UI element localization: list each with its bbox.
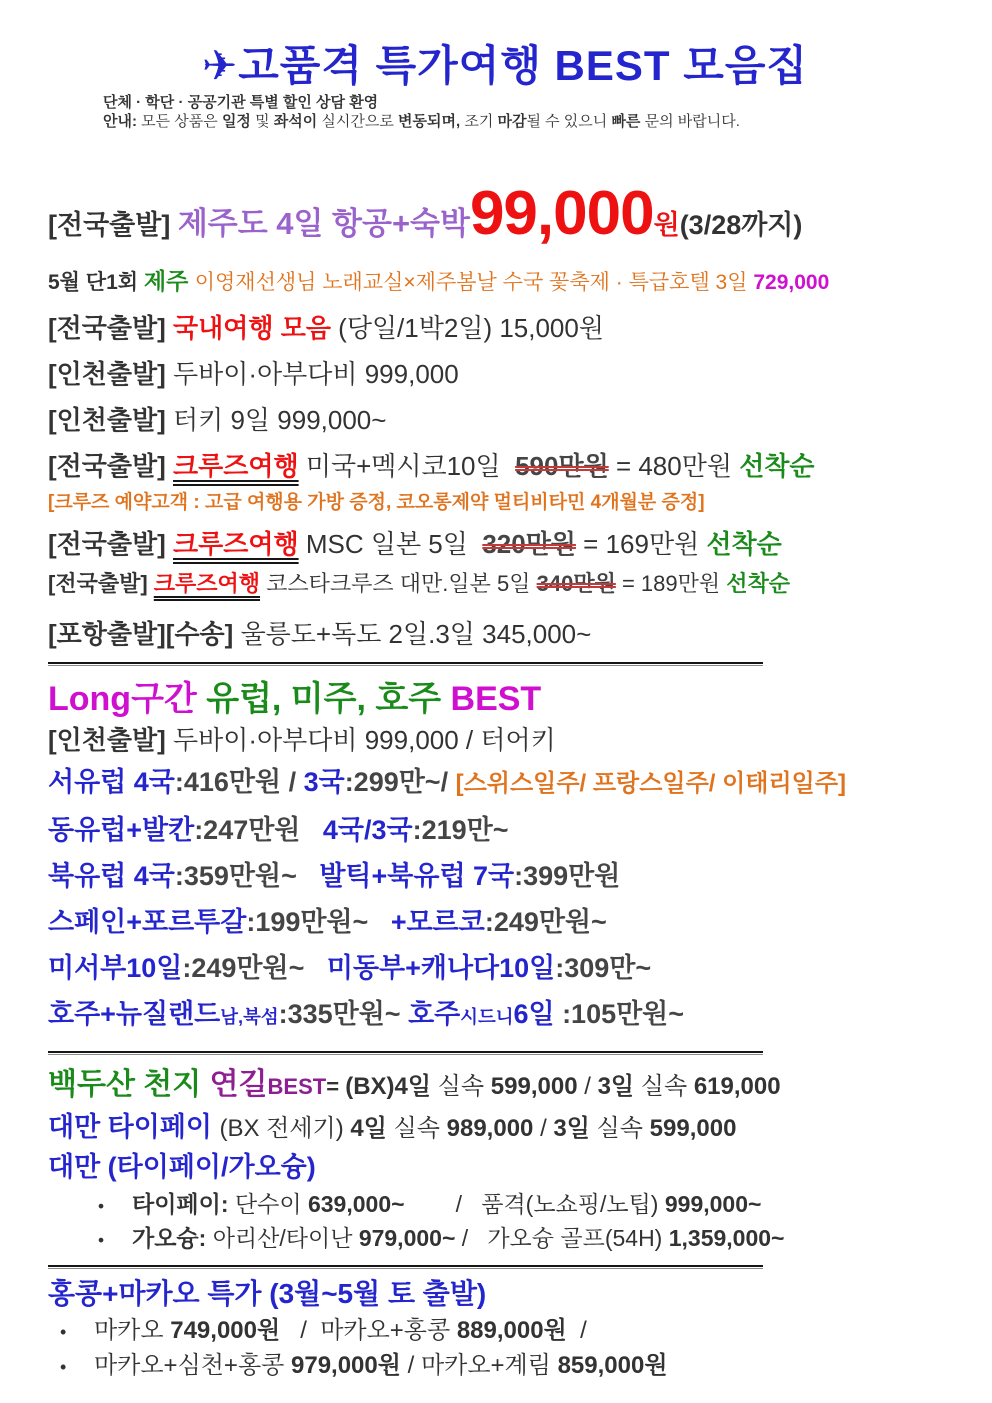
baekdu-line: [48, 1065, 962, 1107]
text-segment: 북유럽 4국: [48, 861, 175, 891]
text-segment: 마카오: [94, 1317, 171, 1344]
text-segment: 제주: [143, 268, 195, 294]
new-price: = 169만원: [575, 529, 707, 559]
text-segment: [스위스일주/ 프랑스일주/ 이태리일주]: [455, 770, 847, 797]
text-segment: [크루즈 예약고객 : 고급 여행용 가방 증정, 코오롱제약 멀티비타민 4개월분 증정]: [48, 492, 705, 513]
text-segment: 모든 상품은: [136, 113, 222, 130]
text-segment: 조기: [460, 113, 498, 130]
text-segment: (BX 전세기): [219, 1115, 351, 1142]
text-segment: 서유럽 4국: [48, 767, 175, 797]
deal-domestic: [48, 310, 962, 346]
text-segment: BEST: [267, 1074, 327, 1099]
taiwan-cities-line: [48, 1149, 962, 1187]
kaohsiung-bullet: [48, 1223, 962, 1255]
text-segment: 마카오+홍콩: [320, 1317, 457, 1344]
long-north-europe: [48, 858, 962, 894]
deal-jeju-may: [48, 266, 962, 298]
text-segment: /: [404, 1191, 482, 1217]
text-segment: 미국+멕시코10일: [298, 451, 516, 481]
text-segment: 남,북섬: [220, 1006, 279, 1027]
text-segment: :249만원~: [182, 953, 327, 983]
long-east-europe: [48, 812, 962, 848]
price: 979,000원: [291, 1352, 401, 1379]
bullet-icon: •: [98, 1230, 105, 1250]
taipei-bullet: [48, 1189, 962, 1221]
price: 639,000~: [307, 1191, 405, 1217]
group-note-text: 단체 · 학단 · 공공기관 특별 할인 상담 환영: [103, 94, 379, 111]
hongkong-header: [48, 1275, 962, 1313]
text-segment: 5월 단1회: [48, 271, 144, 294]
text-segment: :249만원~: [484, 907, 607, 937]
header-sublines: [103, 94, 962, 131]
text-segment: 가오슝:: [132, 1225, 213, 1251]
text-segment: 좌석이: [273, 113, 318, 130]
text-segment: BEST: [450, 680, 542, 718]
price: 729,000: [753, 271, 830, 294]
departure-tag: [전국출발]: [48, 210, 178, 240]
departure-tag: [전국출발]: [48, 529, 174, 559]
text-segment: :299만~/: [344, 767, 456, 797]
departure-tag: [전국출발]: [48, 313, 174, 343]
deal-ulleungdo: [48, 616, 962, 652]
deal-cruise-usa: [48, 448, 962, 484]
text-segment: 3일: [597, 1073, 641, 1100]
text-segment: :199만원~: [246, 907, 391, 937]
bullet-icon: •: [60, 1322, 67, 1342]
text-segment: MSC 일본 5일: [298, 529, 483, 559]
section-divider-3: [48, 1265, 763, 1269]
text-segment: 실속: [640, 1073, 694, 1100]
price-won: 원: [653, 210, 680, 240]
text-segment: 대만 타이페이: [48, 1112, 220, 1142]
departure-tag: [전국출발]: [48, 451, 174, 481]
text-segment: 실속: [596, 1115, 650, 1142]
price: 979,000~: [358, 1225, 456, 1251]
text-segment: 4일: [350, 1115, 394, 1142]
text-segment: 문의 바랍니다.: [640, 113, 740, 130]
text-segment: 실속: [437, 1073, 491, 1100]
long-spain: [48, 904, 962, 940]
text-segment: /: [566, 1317, 587, 1344]
old-price: 590만원: [515, 451, 609, 481]
departure-tag: [인천출발]: [48, 359, 174, 389]
text-segment: 3일: [553, 1115, 597, 1142]
text-segment: 대만 (타이페이/가오슝): [48, 1152, 316, 1182]
deal-turkey: [48, 402, 962, 438]
departure-tag: [인천출발]: [48, 725, 174, 755]
cruise-label: 크루즈여행: [173, 451, 299, 481]
text-segment: 가오슝 골프(54H): [487, 1225, 669, 1251]
text-segment: 될 수 있으니: [526, 113, 612, 130]
deal-list: [48, 181, 962, 1383]
new-price: = 189만원: [615, 571, 727, 596]
cruise-gift-note: [48, 490, 962, 516]
text-segment: :219만~: [412, 815, 509, 845]
text-segment: 마감: [497, 113, 527, 130]
macau-bullet-2: [48, 1350, 962, 1383]
text-segment: 유럽, 미주, 호주: [206, 680, 451, 718]
cruise-label: 크루즈여행: [173, 529, 299, 559]
page-title-text: 고품격 특가여행 BEST 모음집: [238, 42, 808, 89]
group-discount-note: [103, 94, 962, 112]
price: 889,000원: [456, 1317, 567, 1344]
text-segment: 및: [250, 113, 274, 130]
text-segment: 3국: [303, 767, 345, 797]
text-segment: 호주: [408, 999, 461, 1029]
departure-tag: [전국출발]: [48, 571, 154, 596]
text-segment: 단수이: [234, 1191, 308, 1217]
text-segment: 품격(노쇼핑/노팁): [481, 1191, 665, 1217]
text-segment: /: [455, 1225, 488, 1251]
price: 1,359,000~: [668, 1225, 785, 1251]
text-segment: 발틱+북유럽 7국: [319, 861, 515, 891]
text-segment: Long구간: [48, 680, 207, 718]
text-segment: 동유럽+발칸: [48, 815, 195, 845]
long-usa: [48, 950, 962, 986]
price: 999,000~: [664, 1191, 762, 1217]
text-segment: :335만원~: [278, 999, 409, 1029]
deal-title: 제주도 4일 항공+숙박: [177, 206, 470, 241]
section-long-header: [48, 676, 962, 722]
text-segment: :105만원~: [554, 999, 685, 1029]
departure-tag: [포항출발][수송]: [48, 619, 241, 649]
deadline: (3/28까지): [679, 210, 803, 240]
text-segment: 아리산/타이난: [212, 1225, 359, 1251]
airplane-icon: ✈: [202, 42, 239, 89]
text-segment: /: [577, 1073, 598, 1100]
text-segment: 스페인+포르투갈: [48, 907, 247, 937]
realtime-notice: [103, 112, 962, 131]
macau-bullet-1: [48, 1315, 962, 1348]
old-price: 340만원: [536, 571, 616, 596]
text-segment: 마카오+계림: [420, 1352, 558, 1379]
text-segment: 두바이·아부다비 999,000 / 터어키: [173, 725, 556, 755]
text-segment: 실시간으로: [317, 113, 399, 130]
text-segment: 시드니: [460, 1006, 514, 1027]
text-segment: 빠른: [611, 113, 641, 130]
text-segment: =: [326, 1074, 346, 1099]
taiwan-taipei-line: [48, 1109, 962, 1147]
deal-cruise-costa: [48, 568, 962, 600]
text-segment: 4국/3국: [322, 815, 413, 845]
text-segment: 마카오+심천+홍콩: [94, 1352, 291, 1379]
cruise-label: 크루즈여행: [153, 571, 261, 596]
text-segment: /: [533, 1115, 554, 1142]
text-segment: :359만원~: [174, 861, 320, 891]
text-segment: 미서부10일: [48, 953, 183, 983]
deal-cruise-msc: [48, 526, 962, 562]
bullet-icon: •: [60, 1357, 67, 1377]
text-segment: 울릉도+독도 2일.3일 345,000~: [240, 619, 592, 649]
page-title: [48, 40, 962, 92]
deal-dubai: [48, 356, 962, 392]
text-segment: 터키 9일 999,000~: [173, 405, 387, 435]
long-australia: [48, 996, 962, 1035]
first-come-badge: 선착순: [726, 571, 791, 596]
text-segment: (BX)4일: [345, 1073, 438, 1100]
price: 599,000: [649, 1115, 737, 1142]
price: 989,000: [446, 1115, 534, 1142]
text-segment: +모르코: [390, 907, 485, 937]
text-segment: :416만원 /: [174, 767, 304, 797]
text-segment: :247만원: [194, 815, 323, 845]
first-come-badge: 선착순: [706, 529, 782, 559]
text-segment: 호주+뉴질랜드: [48, 999, 221, 1029]
text-segment: /: [280, 1317, 321, 1344]
bullet-icon: •: [98, 1196, 105, 1216]
text-segment: 6일: [513, 999, 555, 1029]
text-segment: 미동부+캐나다10일: [326, 953, 556, 983]
text-segment: 홍콩+마카오 특가 (3월~5월 토 출발): [48, 1278, 487, 1309]
old-price: 320만원: [482, 529, 576, 559]
text-segment: :399만원: [514, 861, 621, 891]
price: 859,000원: [557, 1352, 668, 1379]
text-segment: :309만~: [555, 953, 652, 983]
text-segment: 코스타크루즈 대만.일본 5일: [260, 571, 537, 596]
text-segment: 국내여행 모음: [173, 313, 339, 343]
text-segment: 변동되며,: [398, 113, 461, 130]
price-huge: 99,000: [469, 179, 654, 248]
text-segment: 실속: [393, 1115, 447, 1142]
text-segment: 연길: [209, 1068, 268, 1101]
deal-jeju-hero: [48, 181, 962, 258]
price: 619,000: [693, 1073, 781, 1100]
text-segment: 일정: [221, 113, 251, 130]
text-segment: 두바이·아부다비 999,000: [173, 359, 459, 389]
text-segment: 안내:: [103, 113, 137, 130]
departure-tag: [인천출발]: [48, 405, 174, 435]
first-come-badge: 선착순: [739, 451, 815, 481]
new-price: = 480만원: [608, 451, 740, 481]
section-divider-2: [48, 1051, 763, 1055]
section-divider-1: [48, 662, 763, 666]
long-dubai: [48, 722, 962, 758]
text-segment: /: [400, 1352, 421, 1379]
text-segment: 백두산 천지: [48, 1068, 210, 1101]
text-segment: (당일/1박2일) 15,000원: [338, 313, 604, 343]
long-west-europe: [48, 764, 962, 802]
price: 749,000원: [170, 1317, 281, 1344]
price: 599,000: [490, 1073, 578, 1100]
text-segment: 타이페이:: [132, 1191, 235, 1217]
text-segment: 이영재선생님 노래교실×제주봄날 수국 꽃축제 · 특급호텔 3일: [194, 271, 754, 294]
